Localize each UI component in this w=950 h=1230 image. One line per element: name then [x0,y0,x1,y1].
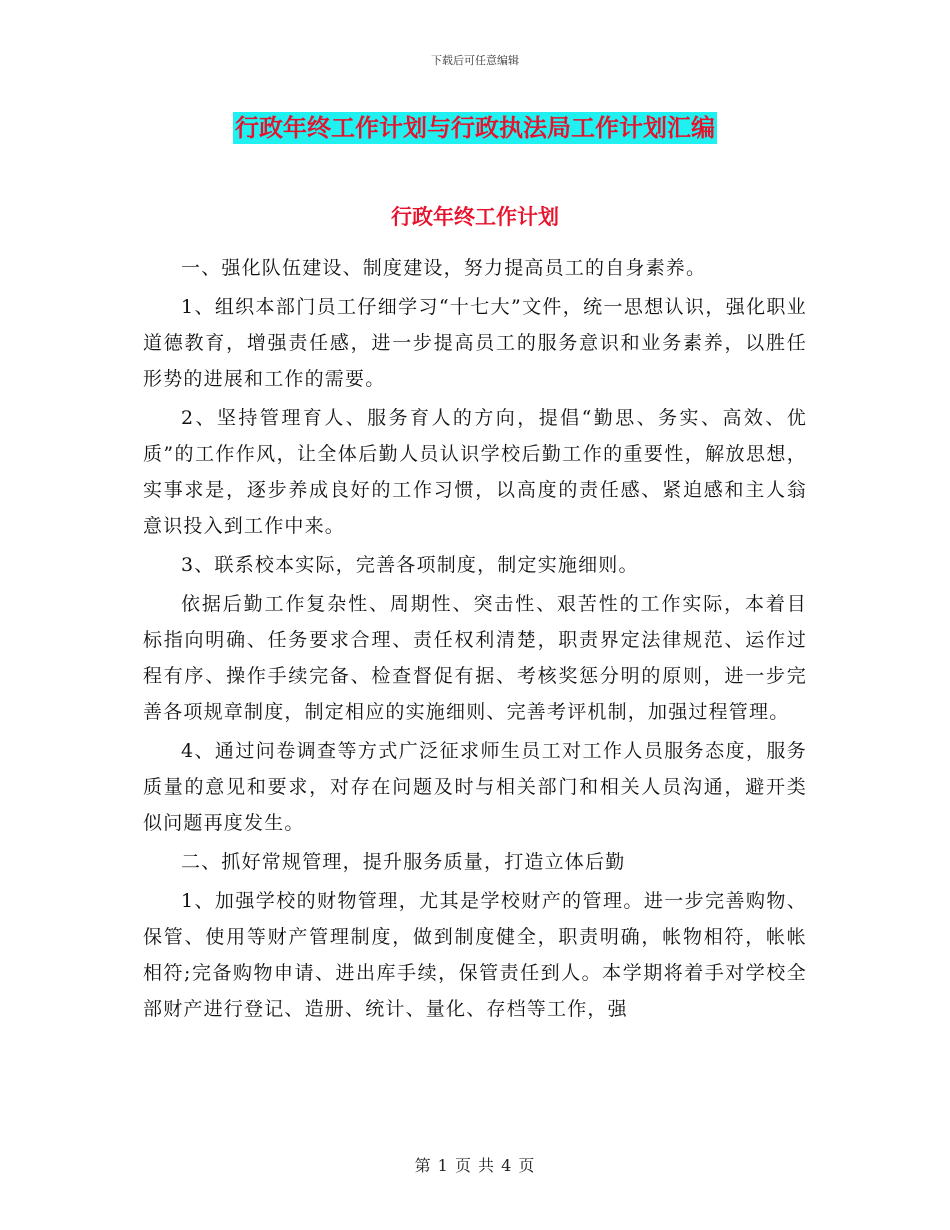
document-title-container [0,112,950,144]
paragraph: 二、抓好常规管理，提升服务质量，打造立体后勤 [181,851,626,873]
page-number-footer: 第 1 页 共 4 页 [414,1156,536,1175]
section-title: 行政年终工作计划 [391,205,559,229]
document-body [143,250,807,1030]
paragraph: 一、强化队伍建设、制度建设，努力提高员工的自身素养。 [181,257,707,279]
paragraph: 2、坚持管理育人、服务育人的方向，提倡“勤思、务实、高效、优质”的工作作风，让全体后勤人员认识学校后勤工作的重要性，解放思想，实事求是，逐步养成良好的工作习惯，以高度的责任感、紧迫感和主人翁意识投入到工作中来。 [143,407,807,537]
page-header-note: 下载后可任意编辑 [431,54,519,67]
paragraph: 1、加强学校的财物管理，尤其是学校财产的管理。进一步完善购物、保管、使用等财产管理制度，做到制度健全，职责明确，帐物相符，帐帐相符;完备购物申请、进出库手续，保管责任到人。本学期将着手对学校全部财产进行登记、造册、统计、量化、存档等工作，强 [143,890,807,1020]
paragraph: 3、联系校本实际，完善各项制度，制定实施细则。 [181,554,639,576]
document-title: 行政年终工作计划与行政执法局工作计划汇编 [235,114,715,142]
paragraph: 依据后勤工作复杂性、周期性、突击性、艰苦性的工作实际，本着目标指向明确、任务要求合理、责任权利清楚，职责界定法律规范、运作过程有序、操作手续完备、检查督促有据、考核奖惩分明的原则，进一步完善各项规章制度，制定相应的实施细则、完善考评机制，加强过程管理。 [143,593,807,723]
paragraph: 1、组织本部门员工仔细学习“十七大”文件，统一思想认识，强化职业道德教育，增强责任感，进一步提高员工的服务意识和业务素养，以胜任形势的进展和工作的需要。 [143,296,807,390]
paragraph: 4、通过问卷调查等方式广泛征求师生员工对工作人员服务态度，服务质量的意见和要求，对存在问题及时与相关部门和相关人员沟通，避开类似问题再度发生。 [143,740,807,834]
